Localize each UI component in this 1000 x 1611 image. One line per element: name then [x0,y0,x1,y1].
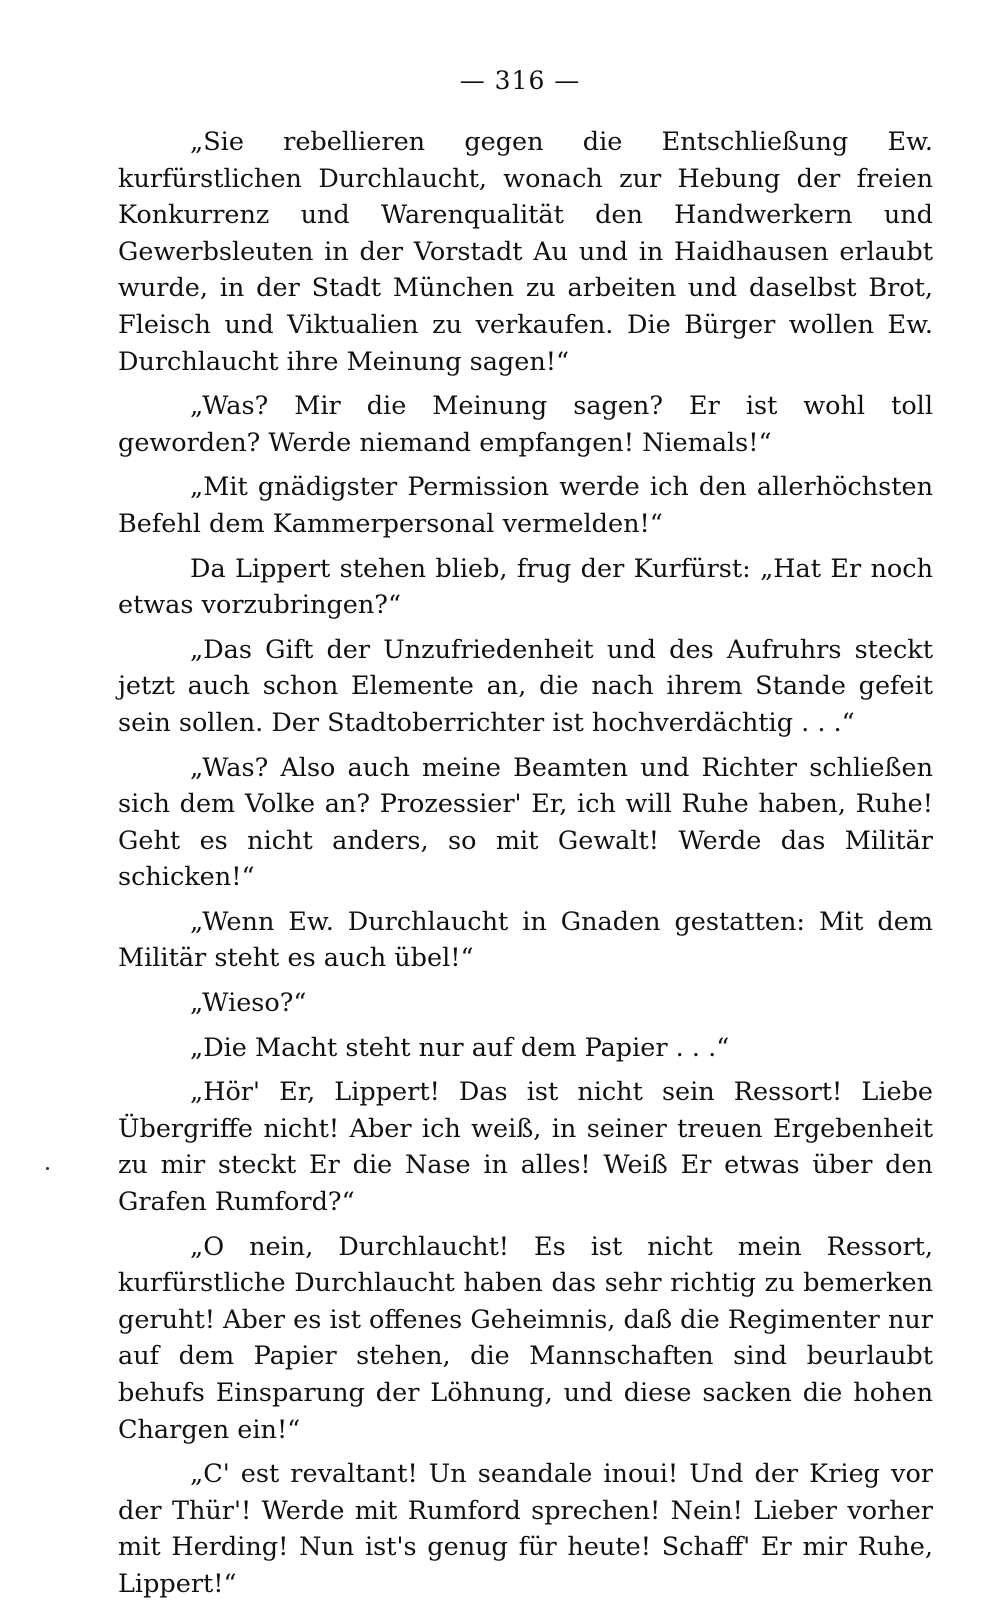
paragraph: „C' est revaltant! Un seandale inoui! Und der Krieg vor der Thür'! Werde mit Rumford sprechen! Nein! Lieber vorher mit Herding! Nun ist's genug für heute! Schaff' Er mir Ruhe, Lippert!“ [118,1459,933,1599]
paragraph: „O nein, Durchlaucht! Es ist nicht mein Ressort, kurfürstliche Durchlaucht haben das sehr richtig zu bemerken geruht! Aber es ist offenes Geheimnis, daß die Regimenter nur auf dem Papier stehen, die Mannschaften sind beurlaubt behufs Einsparung der Löhnung, und diese sacken die hohen Chargen ein!“ [118,1231,933,1445]
paragraph: „Mit gnädigster Permission werde ich den allerhöchsten Befehl dem Kammerpersonal vermelden!“ [118,472,933,539]
body-text [118,124,933,1611]
paragraph: „Hör' Er, Lippert! Das ist nicht sein Ressort! Liebe Übergriffe nicht! Aber ich weiß, in seiner treuen Ergebenheit zu mir steckt Er die Nase in alles! Weiß Er etwas über den Grafen Rumford?“ [118,1077,933,1218]
print-speck [46,1167,49,1170]
paragraph: „Was? Also auch meine Beamten und Richter schließen sich dem Volke an? Prozessier' Er, ich will Ruhe haben, Ruhe! Geht es nicht anders, so mit Gewalt! Werde das Militär schicken!“ [118,752,933,893]
paragraph: „Was? Mir die Meinung sagen? Er ist wohl toll geworden? Werde niemand empfangen! Niemals!“ [118,391,933,458]
paragraph: „Sie rebellieren gegen die Entschließung Ew. kurfürstlichen Durchlaucht, wonach zur Hebung der freien Konkurrenz und Warenqualität den Handwerkern und Gewerbsleuten in der Vorstadt Au und in Haidhausen erlaubt wurde, in der Stadt München zu arbeiten und daselbst Brot, Fleisch und Viktualien zu verkaufen. Die Bürger wollen Ew. Durchlaucht ihre Meinung sagen!“ [118,127,933,377]
paragraph: „Wenn Ew. Durchlaucht in Gnaden gestatten: Mit dem Militär steht es auch übel!“ [118,906,933,974]
page-number: — 316 — [459,66,581,95]
paragraph: Da Lippert stehen blieb, frug der Kurfürst: „Hat Er noch etwas vorzubringen?“ [118,553,933,621]
paragraph: „Die Macht steht nur auf dem Papier . . .“ [190,1032,730,1063]
paragraph: „Wieso?“ [190,988,307,1019]
paragraph: „Das Gift der Unzufriedenheit und des Aufruhrs steckt jetzt auch schon Elemente an, die nach ihrem Stande gefeit sein sollen. Der Stadtoberrichter ist hochverdächtig . . .“ [118,634,933,738]
